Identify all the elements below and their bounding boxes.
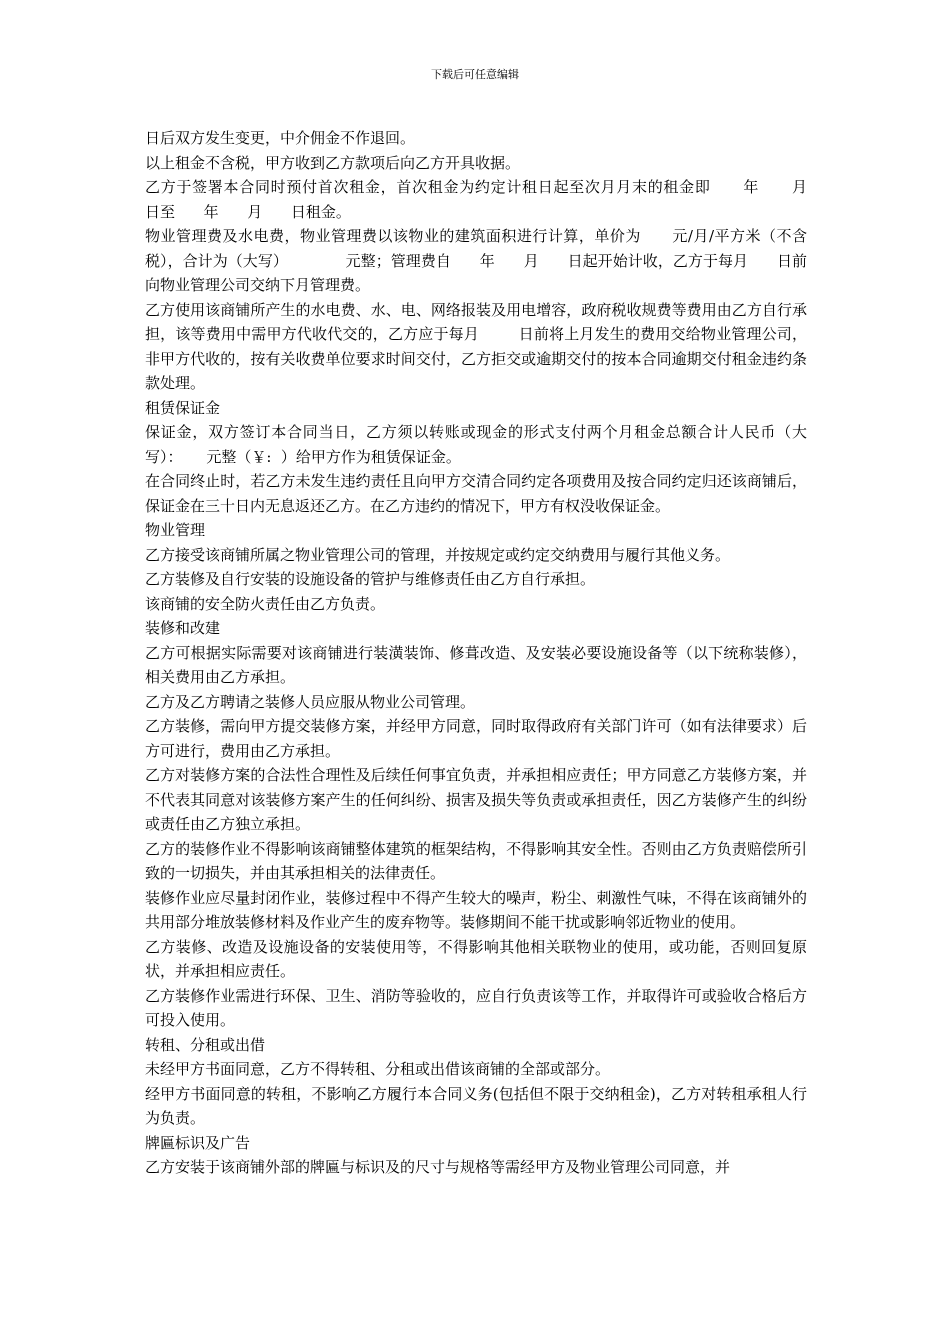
paragraph-renovation-liability: 乙方对装修方案的合法性合理性及后续任何事宜负责，并承担相应责任；甲方同意乙方装修方案，并不代表其同意对该装修方案产生的任何纠纷、损害及损失等负责或承担责任，因乙方装修产生的纠纷或责任由乙方独立承担。 — [145, 766, 807, 833]
paragraph-deposit-amount: 保证金，双方签订本合同当日，乙方须以转账或现金的形式支付两个月租金总额合计人民币（大写）： 元整（￥: ）给甲方作为租赁保证金。 — [145, 423, 807, 466]
section-heading-property-management: 物业管理 — [145, 521, 206, 539]
paragraph-sublease-prohibited: 未经甲方书面同意，乙方不得转租、分租或出借该商铺的全部或部分。 — [145, 1060, 611, 1078]
paragraph-renovation-staff: 乙方及乙方聘请之装修人员应服从物业公司管理。 — [145, 692, 476, 711]
paragraph-renovation-plan: 乙方装修，需向甲方提交装修方案，并经甲方同意，同时取得政府有关部门许可（如有法律要求）后方可进行，费用由乙方承担。 — [145, 717, 807, 760]
paragraph-commission: 日后双方发生变更，中介佣金不作退回。 — [145, 129, 416, 147]
paragraph-first-rent: 乙方于签署本合同时预付首次租金，首次租金为约定计租日起至次月月末的租金即 年 月 日至 年 月 日租金。 — [145, 178, 836, 221]
page-header: 下载后可任意编辑 — [431, 68, 519, 81]
paragraph-renovation-inspection: 乙方装修作业需进行环保、卫生、消防等验收的，应自行负责该等工作，并取得许可或验收合格后方可投入使用。 — [145, 986, 807, 1029]
paragraph-sublease-approved: 经甲方书面同意的转租，不影响乙方履行本合同义务(包括但不限于交纳租金)，乙方对转租承租人行为负责。 — [145, 1084, 807, 1127]
section-heading-signage: 牌匾标识及广告 — [145, 1133, 251, 1152]
paragraph-signage: 乙方安装于该商铺外部的牌匾与标识及的尺寸与规格等需经甲方及物业管理公司同意，并 — [145, 1158, 731, 1176]
section-heading-renovation: 装修和改建 — [145, 619, 221, 637]
paragraph-fire-safety: 该商铺的安全防火责任由乙方负责。 — [145, 594, 386, 613]
paragraph-renovation-impact: 乙方装修、改造及设施设备的安装使用等，不得影响其他相关联物业的使用，或功能，否则回复原状，并承担相应责任。 — [145, 937, 807, 980]
section-heading-deposit: 租赁保证金 — [145, 398, 221, 417]
paragraph-management-acceptance: 乙方接受该商铺所属之物业管理公司的管理，并按规定或约定交纳费用与履行其他义务。 — [145, 545, 731, 564]
section-heading-sublease: 转租、分租或出借 — [145, 1035, 266, 1054]
paragraph-rent-tax: 以上租金不含税，甲方收到乙方款项后向乙方开具收据。 — [145, 153, 521, 172]
paragraph-maintenance: 乙方装修及自行安装的设施设备的管护与维修责任由乙方自行承担。 — [145, 570, 596, 588]
paragraph-deposit-return: 在合同终止时，若乙方未发生违约责任且向甲方交清合同约定各项费用及按合同约定归还该商铺后，保证金在三十日内无息返还乙方。在乙方违约的情况下，甲方有权没收保证金。 — [145, 472, 807, 515]
paragraph-management-fee: 物业管理费及水电费，物业管理费以该物业的建筑面积进行计算，单价为 元/月/平方米（不含税），合计为（大写） 元整；管理费自 年 月 日起开始计收，乙方于每月 日前向物业管理公司交纳下月管理费。 — [145, 227, 807, 294]
paragraph-renovation-right: 乙方可根据实际需要对该商铺进行装潢装饰、修葺改造、及安装必要设施设备等（以下统称装修），相关费用由乙方承担。 — [145, 643, 807, 686]
paragraph-renovation-structure: 乙方的装修作业不得影响该商铺整体建筑的框架结构，不得影响其安全性。否则由乙方负责赔偿所引致的一切损失，并由其承担相关的法律责任。 — [145, 839, 807, 882]
document-body — [145, 126, 836, 1180]
paragraph-renovation-noise: 装修作业应尽量封闭作业，装修过程中不得产生较大的噪声，粉尘、刺激性气味，不得在该商铺外的共用部分堆放装修材料及作业产生的废弃物等。装修期间不能干扰或影响邻近物业的使用。 — [145, 888, 807, 931]
paragraph-utilities: 乙方使用该商铺所产生的水电费、水、电、网络报装及用电增容，政府税收规费等费用由乙方自行承担，该等费用中需甲方代收代交的，乙方应于每月 日前将上月发生的费用交给物业管理公司，非甲方代收的，按有关收费单位要求时间交付，乙方拒交或逾期交付的按本合同逾期交付租金违约条款处理。 — [145, 300, 807, 392]
